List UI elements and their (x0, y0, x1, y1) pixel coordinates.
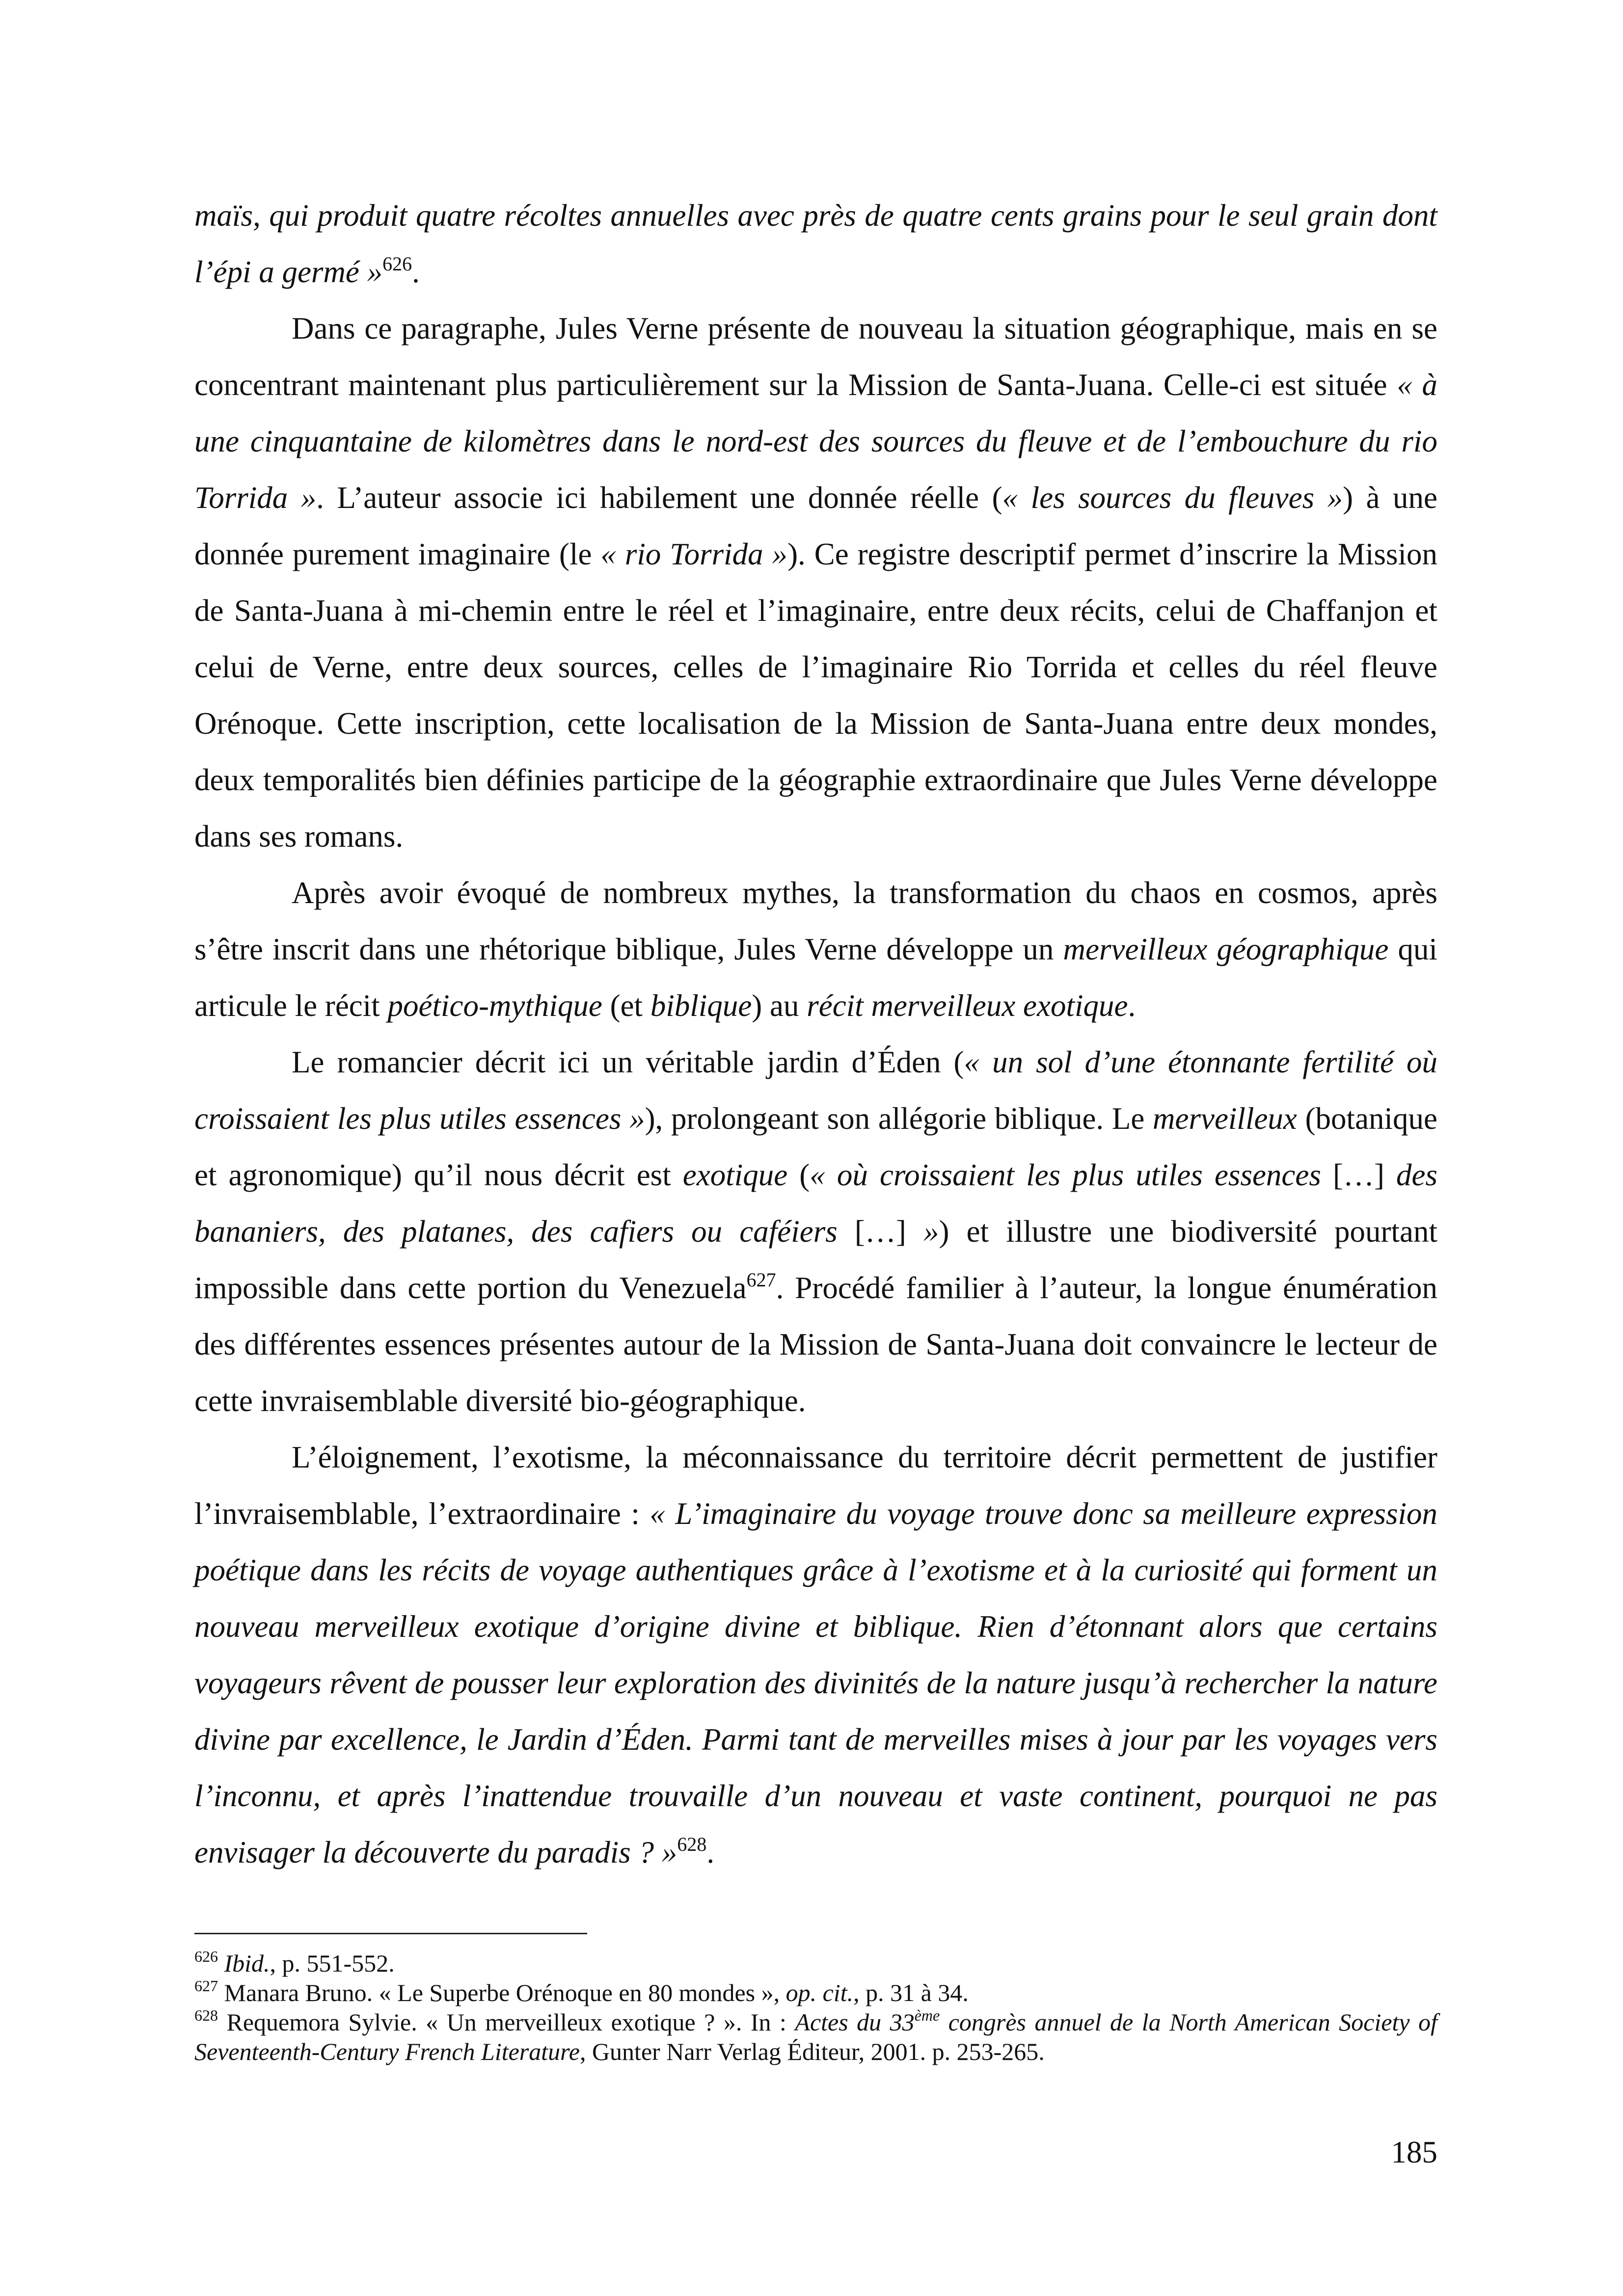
footnote-ref: 627 (194, 1977, 218, 1995)
footnote-ref: ème (914, 2006, 940, 2024)
italic-text: maïs, qui produit quatre récoltes annuelles avec près de quatre cents grains pour le seul grain dont l’épi a germé » (194, 198, 1437, 289)
footnote (194, 2007, 1437, 2066)
text-run: , p. 551-552. (270, 1949, 395, 1977)
footnote-ref: 626 (194, 1948, 218, 1965)
text-run: (et (602, 988, 650, 1023)
text-run: Requemora Sylvie. « Un merveilleux exotique ? ». In : (218, 2008, 795, 2036)
italic-text: des bananiers, des platanes, des cafiers ou caféiers (194, 1158, 1437, 1249)
italic-text: « les sources du fleuves » (1002, 481, 1343, 515)
italic-text: Ibid. (224, 1949, 270, 1977)
text-run: , Gunter Narr Verlag Éditeur, 2001. p. 253-265. (579, 2038, 1045, 2065)
italic-text: Actes du 33 (795, 2008, 915, 2036)
italic-text: « L’imaginaire du voyage trouve donc sa meilleure expression poétique dans les récits de voyage authentiques grâce à l’exotisme et à la curiosité qui forment un nouveau merveilleux exotique d’origine divine et biblique. Rien d’étonnant alors que certains voyageurs rêvent de pousser leur exploration des divinités de la nature jusqu’à rechercher la nature divine par excellence, le Jardin d’Éden. Parmi tant de merveilles mises à jour par les voyages vers l’inconnu, et après l’inattendue trouvaille d’un nouveau et vaste continent, pourquoi ne pas envisager la découverte du paradis ? » (194, 1496, 1437, 1869)
text-run: ) au (752, 988, 807, 1023)
text-run: ) à une donnée purement imaginaire (le (194, 481, 1437, 571)
italic-text: récit merveilleux exotique (807, 988, 1128, 1023)
body-paragraph (194, 187, 1437, 300)
text-run (218, 1949, 224, 1977)
text-run: Manara Bruno. « Le Superbe Orénoque en 80 mondes », (218, 1979, 786, 2006)
text-run: (botanique et agronomique) qu’il nous décrit est (194, 1101, 1437, 1192)
italic-text: « où croissaient les plus utiles essences (810, 1158, 1321, 1192)
footnotes (194, 1949, 1437, 2066)
text-run: ). Ce registre descriptif permet d’inscrire la Mission de Santa-Juana à mi-chemin entre le réel et l’imaginaire, entre deux récits, celui de Chaffanjon et celui de Verne, entre deux sources, celles de l’imaginaire Rio Torrida et celles du réel fleuve Orénoque. Cette inscription, cette localisation de la Mission de Santa-Juana entre deux mondes, deux temporalités bien définies participe de la géographie extraordinaire que Jules Verne développe dans ses romans. (194, 537, 1437, 854)
body-paragraph (194, 300, 1437, 865)
text-run: ( (787, 1158, 810, 1192)
footnote (194, 1978, 1437, 2007)
italic-text: biblique (650, 988, 752, 1023)
text-run: L’éloignement, l’exotisme, la méconnaissance du territoire décrit permettent de justifier l’invraisemblable, l’extraordinaire : (194, 1440, 1437, 1531)
text-run: […] (837, 1214, 923, 1249)
italic-text: congrès annuel de la North American Society of Seventeenth-Century French Literature (194, 2008, 1438, 2065)
text-run: ), prolongeant son allégorie biblique. Le (645, 1101, 1153, 1136)
text-run: Après avoir évoqué de nombreux mythes, la transformation du chaos en cosmos, après s’être inscrit dans une rhétorique biblique, Jules Verne développe un (194, 876, 1437, 966)
italic-text: « rio Torrida » (600, 537, 788, 571)
italic-text: » (923, 1214, 939, 1249)
body-paragraph (194, 1429, 1437, 1881)
text-run: . (412, 255, 420, 289)
footnote-ref: 626 (382, 253, 412, 275)
italic-text: op. cit. (785, 1979, 854, 2006)
page-number: 185 (1391, 2135, 1437, 2169)
text-run: qui articule le récit (194, 932, 1437, 1023)
footnote-ref: 628 (677, 1833, 707, 1855)
text-run: . (1128, 988, 1136, 1023)
text-run: . L’auteur associe ici habilement une donnée réelle ( (316, 481, 1002, 515)
footnote-ref: 628 (194, 2006, 218, 2024)
body-text (194, 187, 1437, 1881)
text-run: , p. 31 à 34. (853, 1979, 969, 2006)
text-run: . Procédé familier à l’auteur, la longue énumération des différentes essences présentes autour de la Mission de Santa-Juana doit convaincre le lecteur de cette invraisemblable diversité bio-géographique. (194, 1271, 1437, 1418)
body-paragraph (194, 865, 1437, 1034)
italic-text: « à une cinquantaine de kilomètres dans le nord-est des sources du fleuve et de l’embouchure du rio Torrida » (194, 368, 1438, 515)
italic-text: merveilleux (1153, 1101, 1297, 1136)
italic-text: exotique (682, 1158, 788, 1192)
footnote-ref: 627 (746, 1269, 776, 1291)
text-run: Le romancier décrit ici un véritable jardin d’Éden ( (292, 1045, 964, 1079)
text-run: […] (1321, 1158, 1397, 1192)
text-run: . (706, 1835, 715, 1869)
body-paragraph (194, 1034, 1437, 1429)
text-run: ) et illustre une biodiversité pourtant impossible dans cette portion du Venezuela (194, 1214, 1438, 1305)
italic-text: « un sol d’une étonnante fertilité où croissaient les plus utiles essences » (194, 1045, 1437, 1136)
text-run: Dans ce paragraphe, Jules Verne présente de nouveau la situation géographique, mais en se concentrant maintenant plus particulièrement sur la Mission de Santa-Juana. Celle-ci est située (194, 311, 1437, 402)
italic-text: poético-mythique (387, 988, 602, 1023)
footnote-separator (194, 1933, 587, 1934)
footnote (194, 1949, 1437, 1978)
italic-text: merveilleux géographique (1063, 932, 1389, 966)
